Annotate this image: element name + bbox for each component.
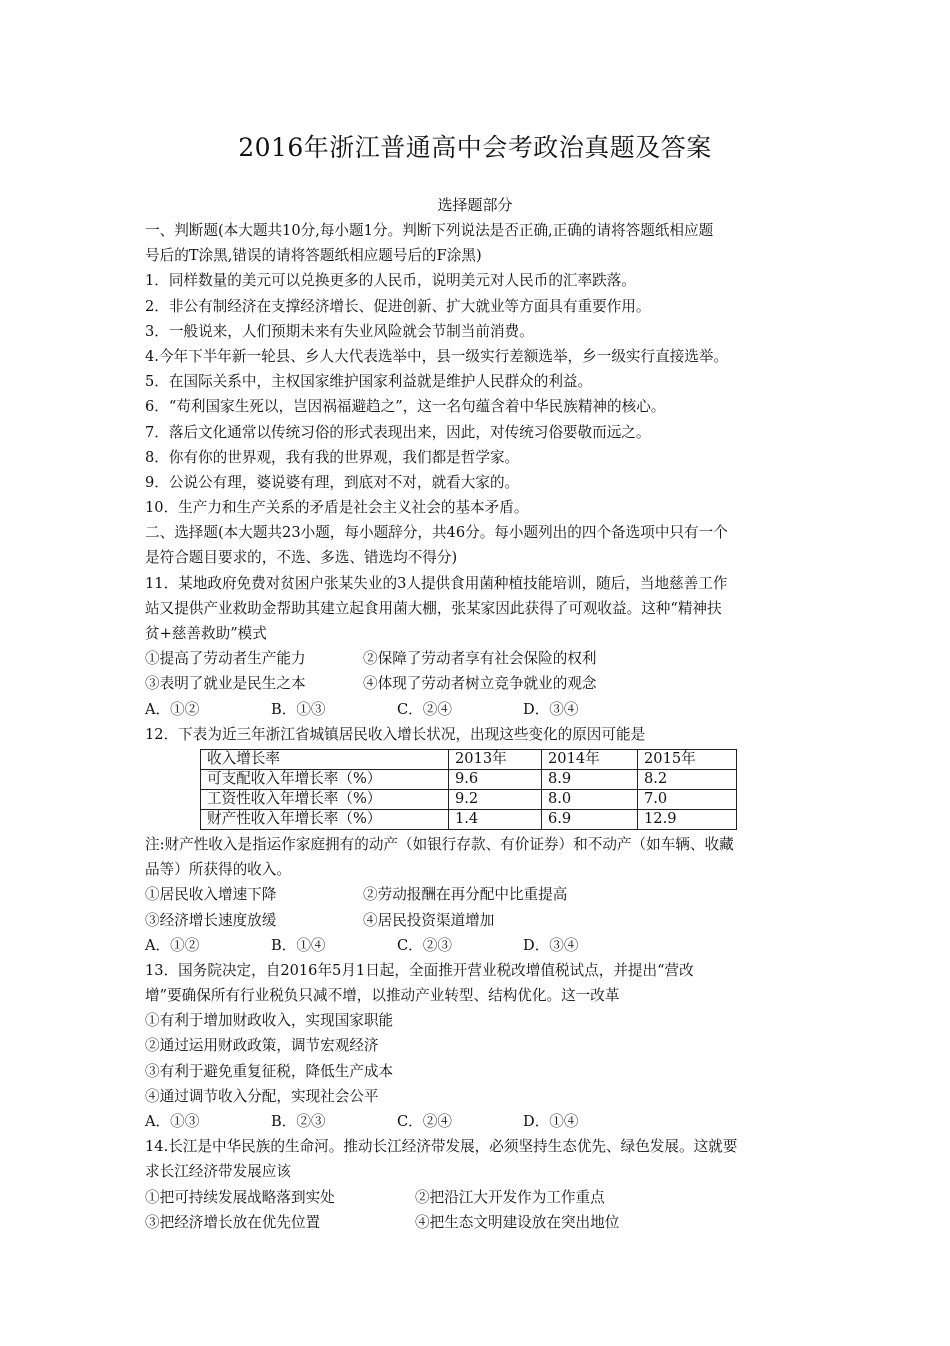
table-cell: 财产性收入年增长率（%）: [201, 809, 449, 829]
table-header-cell: 2013年: [449, 749, 542, 769]
page-title: 2016年浙江普通高中会考政治真题及答案: [238, 133, 712, 162]
judgment-item-10: 10．生产力和生产关系的矛盾是社会主义社会的基本矛盾。: [145, 499, 529, 517]
q11-stem-line-3: 贫+慈善救助”模式: [145, 625, 267, 642]
q12-option-2: ②劳动报酬在再分配中比重提高: [363, 886, 568, 904]
q11-stem-line-1: 11．某地政府免费对贫困户张某失业的3人提供食用菌种植技能培训，随后，当地慈善工作: [145, 574, 728, 592]
judgment-item-3: 3．一般说来，人们预期未来有失业风险就会节制当前消费。: [145, 322, 534, 340]
q13-option-2: ②通过运用财政政策，调节宏观经济: [145, 1037, 379, 1055]
q12-choice-d: D．③④: [523, 936, 579, 954]
q13-option-4: ④通过调节收入分配，实现社会公平: [145, 1087, 379, 1105]
q13-choice-b: B．②③: [271, 1113, 326, 1130]
q14-option-3: ③把经济增长放在优先位置: [145, 1213, 321, 1231]
table-row: [201, 789, 737, 809]
judgment-item-4: 4.今年下半年新一轮县、乡人大代表选举中，县一级实行差额选举，乡一级实行直接选举。: [145, 347, 729, 365]
q11-options-row-1: [145, 646, 813, 671]
q12-choice-a: A．①②: [145, 936, 200, 954]
income-growth-table: [200, 749, 737, 830]
q12-option-1: ①居民收入增速下降: [145, 886, 277, 904]
table-cell: 8.9: [542, 769, 638, 789]
table-cell: 7.0: [638, 789, 737, 809]
table-cell: 6.9: [542, 809, 638, 829]
table-row: [201, 769, 737, 789]
table-cell: 8.0: [542, 789, 638, 809]
table-cell: 12.9: [638, 809, 737, 829]
table-cell: 可支配收入年增长率（%）: [201, 769, 449, 789]
q12-option-4: ④居民投资渠道增加: [363, 911, 495, 929]
q11-choice-b: B．①③: [271, 700, 326, 718]
q13-stem-line-2: 增”要确保所有行业税负只减不增，以推动产业转型、结构优化。这一改革: [145, 987, 620, 1005]
table-row: [201, 809, 737, 829]
table-cell: 1.4: [449, 809, 542, 829]
q14-options-row-2: [145, 1210, 813, 1235]
judgment-item-2: 2．非公有制经济在支撑经济增长、促进创新、扩大就业等方面具有重要作用。: [145, 297, 651, 315]
q12-option-3: ③经济增长速度放缓: [145, 911, 277, 929]
q13-option-1: ①有利于增加财政收入，实现国家职能: [145, 1012, 394, 1030]
part2-instructions-line-1: 二、选择题(本大题共23小题，每小题辞分，共46分。每小题列出的四个备选项中只有一个: [145, 524, 728, 542]
table-cell: 9.2: [449, 789, 542, 809]
q12-choices: [145, 933, 813, 958]
q14-stem-line-1: 14.长江是中华民族的生命河。推动长江经济带发展，必须坚持生态优先、绿色发展。这就要: [145, 1138, 738, 1156]
q13-choice-c: C．②④: [397, 1113, 452, 1130]
section-heading: 选择题部分: [437, 196, 513, 214]
q14-stem-line-2: 求长江经济带发展应该: [145, 1163, 291, 1181]
judgment-item-5: 5．在国际关系中，主权国家维护国家利益就是维护人民群众的利益。: [145, 373, 593, 391]
q14-option-2: ②把沿江大开发作为工作重点: [415, 1188, 605, 1206]
judgment-item-9: 9．公说公有理，婆说婆有理，到底对不对，就看大家的。: [145, 473, 520, 491]
table-header-cell: 收入增长率: [201, 749, 449, 769]
q12-note-line-2: 品等）所获得的收入。: [145, 861, 291, 879]
q14-option-1: ①把可持续发展战略落到实处: [145, 1188, 335, 1206]
q13-choice-d: D．①④: [523, 1113, 579, 1130]
judgment-item-6: 6．“苟利国家生死以，岂因祸福避趋之”，这一名句蕴含着中华民族精神的核心。: [145, 398, 666, 416]
q11-option-3: ③表明了就业是民生之本: [145, 675, 306, 693]
q11-stem-line-2: 站又提供产业救助金帮助其建立起食用菌大棚，张某家因此获得了可观收益。这种“精神扶: [145, 599, 722, 617]
q13-stem-line-1: 13．国务院决定，自2016年5月1日起，全面推开营业税改增值税试点，并提出“营改: [145, 961, 694, 979]
q11-choice-c: C．②④: [397, 700, 452, 718]
q14-option-4: ④把生态文明建设放在突出地位: [415, 1213, 620, 1231]
q14-options-row-1: [145, 1185, 813, 1210]
table-cell: 9.6: [449, 769, 542, 789]
q13-option-3: ③有利于避免重复征税，降低生产成本: [145, 1062, 394, 1080]
judgment-item-1: 1．同样数量的美元可以兑换更多的人民币，说明美元对人民币的汇率跌落。: [145, 272, 636, 290]
q12-choice-c: C．②③: [397, 936, 452, 954]
judgment-item-7: 7．落后文化通常以传统习俗的形式表现出来，因此，对传统习俗要敬而远之。: [145, 423, 651, 441]
q12-stem: 12．下表为近三年浙江省城镇居民收入增长状况，出现这些变化的原因可能是: [145, 725, 646, 743]
judgment-item-8: 8．你有你的世界观，我有我的世界观，我们都是哲学家。: [145, 448, 520, 466]
q12-options-row-1: [145, 882, 813, 907]
q12-options-row-2: [145, 908, 813, 933]
table-header-cell: 2014年: [542, 749, 638, 769]
table-cell: 工资性收入年增长率（%）: [201, 789, 449, 809]
q12-choice-b: B．①④: [271, 936, 326, 954]
table-header-row: [201, 749, 737, 769]
q11-choice-d: D．③④: [523, 700, 579, 718]
q11-option-4: ④体现了劳动者树立竞争就业的观念: [363, 675, 597, 693]
part2-instructions-line-2: 是符合题目要求的，不选、多选、错选均不得分): [145, 549, 458, 567]
q11-choices: [145, 697, 813, 722]
q11-option-2: ②保障了劳动者享有社会保险的权利: [363, 650, 597, 668]
q13-choices: [145, 1109, 813, 1134]
part1-instructions-line-2: 号后的T涂黑,错误的请将答题纸相应题号后的F涂黑): [145, 247, 482, 265]
q11-option-1: ①提高了劳动者生产能力: [145, 650, 306, 668]
q11-options-row-2: [145, 671, 813, 696]
table-cell: 8.2: [638, 769, 737, 789]
part1-instructions-line-1: 一、判断题(本大题共10分,每小题1分。判断下列说法是否正确,正确的请将答题纸相应题: [145, 222, 714, 239]
q13-choice-a: A．①③: [145, 1113, 200, 1130]
exam-content: [145, 218, 813, 1235]
q11-choice-a: A．①②: [145, 700, 200, 718]
table-header-cell: 2015年: [638, 749, 737, 769]
q12-note-line-1: 注:财产性收入是指运作家庭拥有的动产（如银行存款、有价证券）和不动产（如车辆、收藏: [145, 835, 734, 853]
